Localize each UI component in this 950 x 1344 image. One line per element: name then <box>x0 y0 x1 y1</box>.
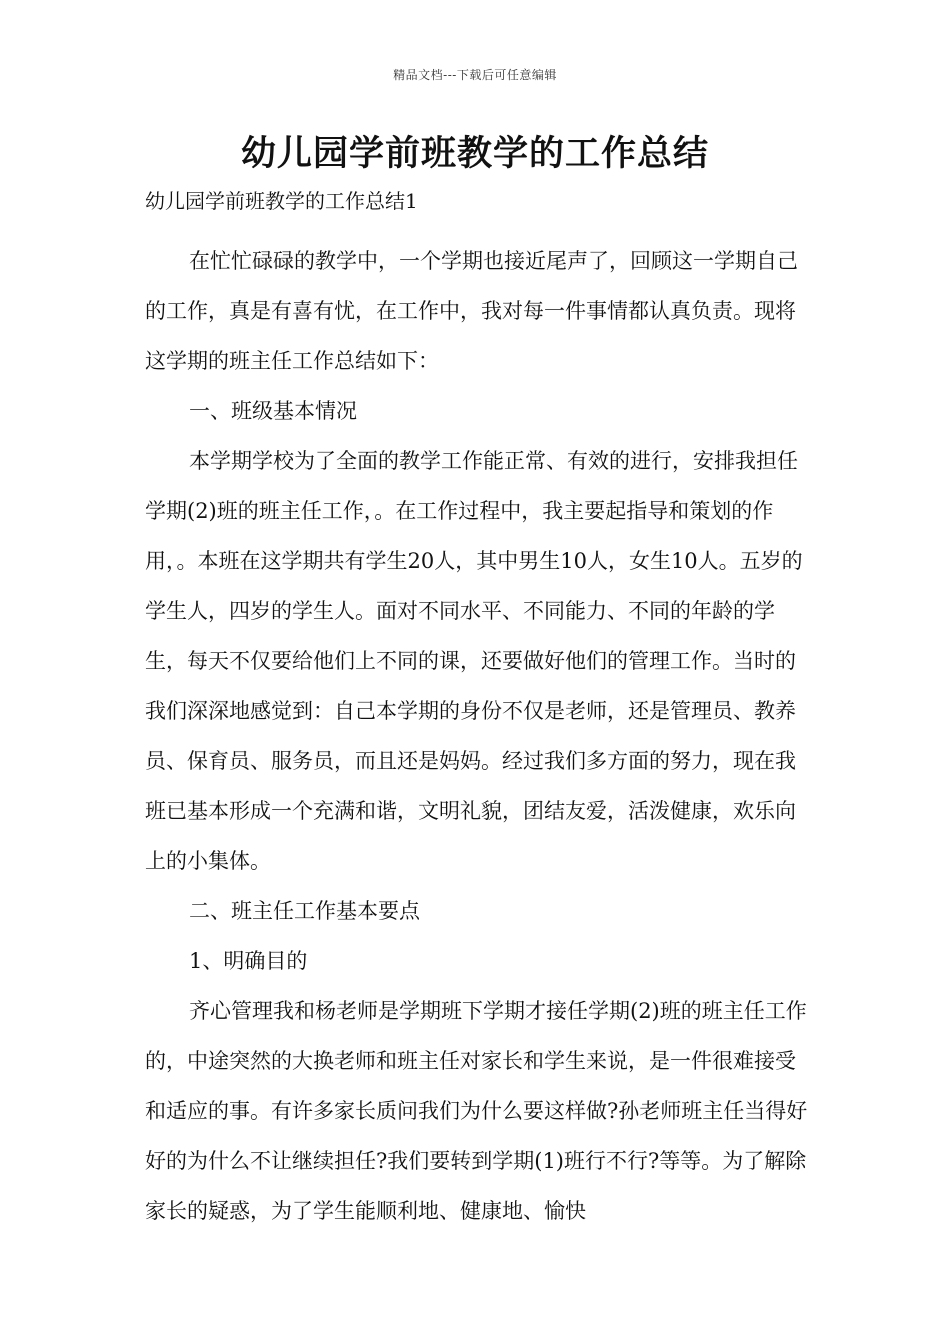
heading-key-points: 二、班主任工作基本要点 <box>189 899 420 923</box>
section-subtitle: 幼儿园学前班教学的工作总结1 <box>145 189 418 213</box>
heading-clear-goal: 1、明确目的 <box>189 949 308 973</box>
header-note: 精品文档---下载后可任意编辑 <box>393 68 557 82</box>
document-title: 幼儿园学前班教学的工作总结 <box>240 134 709 174</box>
paragraph-intro: 在忙忙碌碌的教学中，一个学期也接近尾声了，回顾这一学期自己的工作，真是有喜有忧，在工作中，我对每一件事情都认真负责。现将这学期的班主任工作总结如下： <box>145 249 798 373</box>
paragraph-class-situation: 本学期学校为了全面的教学工作能正常、有效的进行，安排我担任学期(2)班的班主任工作，。在工作过程中，我主要起指导和策划的作用，。本班在这学期共有学生20人，其中男生10人，女生10人。五岁的学生人，四岁的学生人。面对不同水平、不同能力、不同的年龄的学生，每天不仅要给他们上不同的课，还要做好他们的管理工作。当时的我们深深地感觉到：自己本学期的身份不仅是老师，还是管理员、教养员、保育员、服务员，而且还是妈妈。经过我们多方面的努力，现在我班已基本形成一个充满和谐，文明礼貌，团结友爱，活泼健康，欢乐向上的小集体。 <box>145 449 803 873</box>
document-body <box>145 186 810 1236</box>
paragraph-clear-goal: 齐心管理我和杨老师是学期班下学期才接任学期(2)班的班主任工作的，中途突然的大换老师和班主任对家长和学生来说，是一件很难接受和适应的事。有许多家长质问我们为什么要这样做?孙老师班主任当得好好的为什么不让继续担任?我们要转到学期(1)班行不行?等等。为了解除家长的疑惑，为了学生能顺利地、健康地、愉快 <box>145 999 808 1223</box>
heading-class-situation: 一、班级基本情况 <box>189 399 357 423</box>
